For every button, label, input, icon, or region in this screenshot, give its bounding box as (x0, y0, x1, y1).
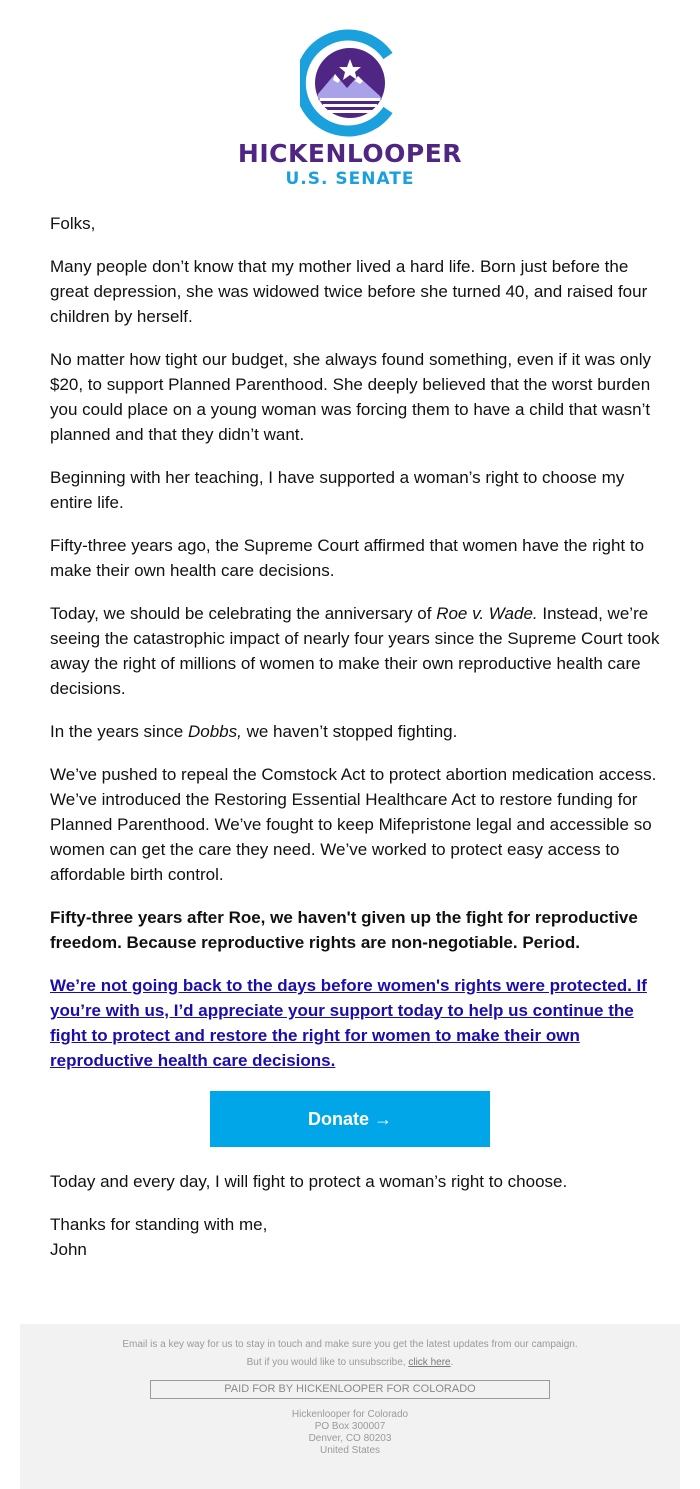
footer-line-2 (20, 1354, 680, 1372)
closing-paragraph: Today and every day, I will fight to protect a woman’s right to choose. (50, 1172, 568, 1191)
logo-subtitle: U.S. SENATE (285, 169, 415, 189)
paragraph-roe (50, 601, 660, 701)
logo-name: HICKENLOOPER (237, 139, 463, 168)
paragraph-roe-text-b: Instead, we’re seeing the catastrophic impact of nearly four years since the Supreme Court took away the right of millions of women to make their own reproductive health care decisions. (50, 604, 660, 698)
paragraph-budget: No matter how tight our budget, she always found something, even if it was only $20, to support Planned Parenthood. She deeply believed that the worst burden you could place on a young woman was forcing them to have a child that wasn’t planned and that they didn’t want. (50, 350, 651, 444)
donate-row (0, 1091, 700, 1147)
paragraph-dobbs-text-b: we haven’t stopped fighting. (241, 722, 458, 741)
paragraph-teaching: Beginning with her teaching, I have supported a woman’s right to choose my entire life. (50, 468, 625, 512)
paragraph-dobbs-text-a: In the years since (50, 722, 188, 741)
email-body (50, 211, 660, 1280)
mountain-star-logo-icon (300, 28, 400, 138)
address-line: PO Box 300007 (314, 1421, 386, 1432)
signature: John (50, 1240, 87, 1259)
greeting: Folks, (50, 214, 96, 233)
footer-line-2-prefix: But if you would like to unsubscribe, (246, 1357, 409, 1368)
paragraph-actions: We’ve pushed to repeal the Comstock Act to protect abortion medication access. We’ve introduced the Restoring Essential Healthcare Act to restore funding for Planned Parenthood. We’ve fought to keep Mifepristone legal and accessible so women can get the care they need. We’ve worked to protect easy access to affordable birth control. (50, 765, 657, 884)
paragraph-mother: Many people don’t know that my mother lived a hard life. Born just before the great depression, she was widowed twice before she turned 40, and raised four children by herself. (50, 257, 648, 326)
roe-v-wade-italic: Roe v. Wade. (436, 604, 538, 623)
address-line: Hickenlooper for Colorado (291, 1409, 409, 1420)
signoff: Thanks for standing with me, (50, 1215, 268, 1234)
appeal-paragraph (50, 973, 660, 1073)
paragraph-dobbs (50, 719, 660, 744)
paid-for-disclaimer: PAID FOR BY HICKENLOOPER FOR COLORADO (150, 1380, 550, 1399)
email-footer (20, 1324, 680, 1489)
address-line: United States (319, 1445, 381, 1456)
signoff-block (50, 1212, 660, 1262)
address-line: Denver, CO 80203 (308, 1433, 392, 1444)
footer-line-1: Email is a key way for us to stay in touch and make sure you get the latest updates from our campaign. (122, 1339, 578, 1350)
footer-line-2-suffix: . (450, 1357, 454, 1368)
dobbs-italic: Dobbs, (187, 722, 242, 741)
unsubscribe-link[interactable]: click here (408, 1357, 451, 1368)
appeal-link[interactable]: We’re not going back to the days before women's rights were protected. If you’re with us, I’d appreciate your support today to help us continue the fight to protect and restore the right for women to make their own reproductive health care decisions. (50, 976, 647, 1070)
paragraph-supreme-court: Fifty-three years ago, the Supreme Court affirmed that women have the right to make their own health care decisions. (50, 536, 645, 580)
bold-paragraph: Fifty-three years after Roe, we haven't given up the fight for reproductive freedom. Because reproductive rights are non-negotiable. Period. (50, 908, 638, 952)
paragraph-roe-text-a: Today, we should be celebrating the anniversary of (50, 604, 437, 623)
donate-button[interactable]: Donate → (210, 1091, 490, 1147)
campaign-logo (0, 28, 700, 190)
